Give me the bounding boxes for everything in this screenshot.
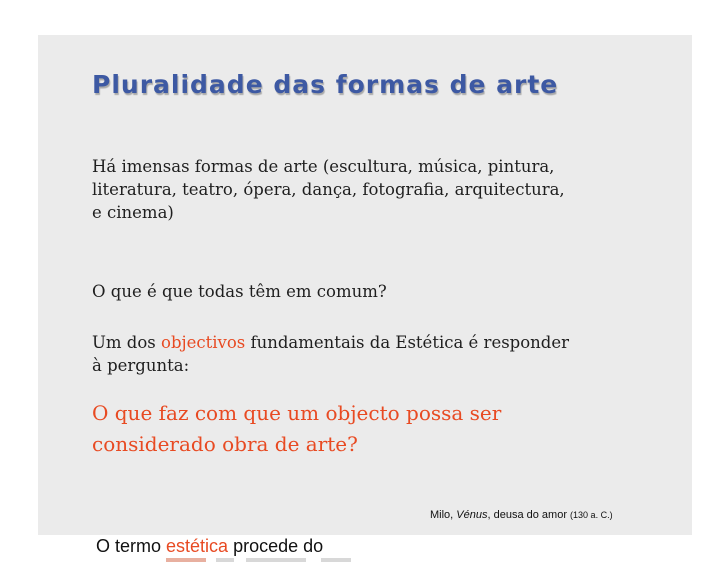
- cut-off-fragment: [321, 558, 351, 562]
- art-forms-paragraph: [92, 155, 652, 224]
- cut-off-fragment: [166, 558, 206, 562]
- caption-date: (130 a. C.): [570, 510, 613, 520]
- objectives-before: Um dos: [92, 333, 162, 352]
- next-slide-text: [96, 536, 323, 557]
- cut-off-fragment: [216, 558, 234, 562]
- objectives-after: fundamentais da Estética é responder: [245, 333, 570, 352]
- art-forms-line-2: literatura, teatro, ópera, dança, fotografia, arquitectura,: [92, 180, 565, 199]
- image-caption: [430, 509, 613, 521]
- objectives-line-1: [92, 331, 652, 354]
- objectives-line-2: à pergunta:: [92, 356, 190, 375]
- key-question-line-2: considerado obra de arte?: [92, 432, 358, 456]
- next-before: O termo: [96, 536, 167, 556]
- caption-suffix: , deusa do amor: [487, 509, 571, 521]
- cut-off-fragment: [246, 558, 306, 562]
- next-after: procede do: [228, 536, 324, 556]
- caption-prefix: Milo,: [430, 509, 457, 521]
- key-question: [92, 398, 612, 460]
- cut-off-text-line: [96, 557, 396, 563]
- caption-title: Vénus: [456, 509, 488, 521]
- objectives-paragraph: [92, 331, 652, 377]
- key-question-line-1: O que faz com que um objecto possa ser: [92, 401, 502, 425]
- art-forms-line-1: Há imensas formas de arte (escultura, música, pintura,: [92, 157, 555, 176]
- common-question: O que é que todas têm em comum?: [92, 282, 387, 301]
- objectives-highlight: objectivos: [161, 333, 246, 352]
- art-forms-line-3: e cinema): [92, 203, 174, 222]
- next-highlight: estética: [166, 536, 229, 556]
- slide-title: Pluralidade das formas de arte: [92, 70, 559, 99]
